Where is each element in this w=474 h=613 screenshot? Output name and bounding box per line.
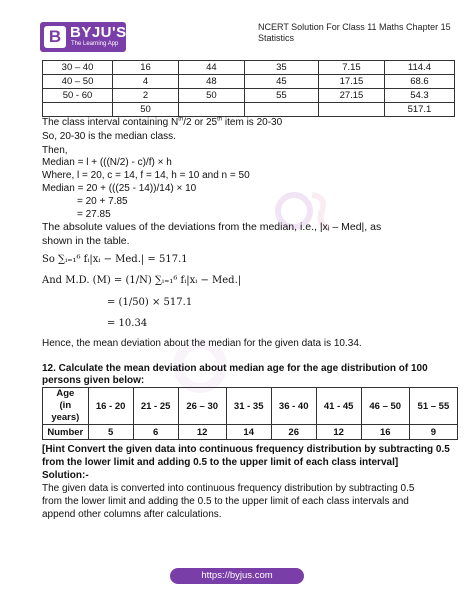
- table-cell: 27.15: [319, 89, 385, 103]
- byjus-logo: [40, 22, 126, 52]
- page-header-title: [258, 22, 458, 44]
- logo-mark: B: [44, 26, 66, 48]
- table-cell: 40 – 50: [43, 75, 113, 89]
- table-cell: 517.1: [384, 103, 454, 117]
- mean-deviation-step: = (1/50) × 517.1: [107, 297, 193, 308]
- conclusion-text: Hence, the mean deviation about the median for the given data is 10.34.: [42, 338, 362, 349]
- table-cell: 30 – 40: [43, 61, 113, 75]
- median-result: = 27.85: [77, 209, 111, 220]
- table-cell: [43, 103, 113, 117]
- abs-deviation-text: The absolute values of the deviations from the median, i.e., |xᵢ – Med|, as: [42, 221, 382, 233]
- age-header-line: Age: [56, 388, 75, 399]
- count-cell: 26: [271, 425, 316, 440]
- footer-link[interactable]: https://byjus.com: [170, 568, 304, 584]
- median-formula: Median = l + (((N/2) - c)/f) × h: [42, 157, 172, 168]
- hint-line1: [Hint Convert the given data into continuous frequency distribution by subtracting 0.5: [42, 444, 450, 455]
- median-step: = 20 + 7.85: [77, 196, 128, 207]
- table-row: [43, 103, 455, 117]
- age-range-cell: 36 - 40: [271, 388, 316, 425]
- table-cell: 50 - 60: [43, 89, 113, 103]
- count-cell: 12: [178, 425, 226, 440]
- question-12-line1: 12. Calculate the mean deviation about median age for the age distribution of 100: [42, 363, 428, 374]
- table-cell: [244, 103, 318, 117]
- count-row: [43, 425, 458, 440]
- table-cell: 7.15: [319, 61, 385, 75]
- table-cell: 44: [178, 61, 244, 75]
- age-header-cell: [43, 388, 89, 425]
- table-cell: 48: [178, 75, 244, 89]
- age-header-line: years): [51, 412, 80, 423]
- count-cell: 5: [88, 425, 133, 440]
- median-substitution: Median = 20 + (((25 - 14))/14) × 10: [42, 183, 197, 194]
- age-range-cell: 21 - 25: [133, 388, 178, 425]
- abs-deviation-text-2: shown in the table.: [42, 235, 130, 247]
- table-row: [43, 75, 455, 89]
- count-label-cell: Number: [43, 425, 89, 440]
- median-class-line: The class interval containing $N^{th}/2$ or 25th item is 20-30: [42, 116, 283, 128]
- then-label: Then,: [42, 145, 68, 156]
- table-row: [43, 89, 455, 103]
- table-cell: 2: [113, 89, 179, 103]
- table-cell: 17.15: [319, 75, 385, 89]
- age-range-cell: 51 – 55: [409, 388, 457, 425]
- table-cell: 68.6: [384, 75, 454, 89]
- solution2-line1: The given data is converted into continuous frequency distribution by subtracting 0.5: [42, 483, 415, 494]
- count-cell: 9: [409, 425, 457, 440]
- logo-tagline: The Learning App: [71, 41, 119, 47]
- question-12-line2: persons given below:: [42, 375, 145, 386]
- table-cell: 50: [113, 103, 179, 117]
- table-cell: 35: [244, 61, 318, 75]
- solution2-line2: from the lower limit and adding the 0.5 to the upper limit of each class intervals and: [42, 496, 409, 507]
- table-cell: 45: [244, 75, 318, 89]
- header-title-line2: Statistics: [258, 33, 295, 43]
- header-title-line1: NCERT Solution For Class 11 Maths Chapter 15: [258, 22, 451, 32]
- count-cell: 12: [316, 425, 361, 440]
- age-range-cell: 26 – 30: [178, 388, 226, 425]
- table-cell: 54.3: [384, 89, 454, 103]
- table-cell: 50: [178, 89, 244, 103]
- deviation-table: [42, 60, 455, 117]
- table-row: [43, 61, 455, 75]
- solution-label: Solution:-: [42, 470, 89, 481]
- age-header-row: [43, 388, 458, 425]
- solution2-line3: append other columns after calculations.: [42, 509, 222, 520]
- count-cell: 6: [133, 425, 178, 440]
- sum-formula: So ∑ᵢ₌₁⁶ fᵢ|xᵢ − Med.| = 517.1: [42, 254, 188, 265]
- mean-deviation-formula: And M.D. (M) = (1/N) ∑ᵢ₌₁⁶ fᵢ|xᵢ − Med.|: [42, 275, 242, 286]
- table-cell: 114.4: [384, 61, 454, 75]
- formula-values: Where, l = 20, c = 14, f = 14, h = 10 and n = 50: [42, 170, 250, 181]
- median-class-statement: So, 20-30 is the median class.: [42, 131, 176, 142]
- age-range-cell: 41 - 45: [316, 388, 361, 425]
- table-cell: [319, 103, 385, 117]
- age-range-cell: 46 – 50: [361, 388, 409, 425]
- table-cell: 4: [113, 75, 179, 89]
- age-distribution-table: [42, 387, 458, 440]
- age-header-line: (in: [59, 400, 72, 411]
- count-cell: 14: [226, 425, 271, 440]
- table-cell: [178, 103, 244, 117]
- mean-deviation-result: = 10.34: [107, 318, 148, 329]
- age-range-cell: 16 - 20: [88, 388, 133, 425]
- table-cell: 55: [244, 89, 318, 103]
- table-cell: 16: [113, 61, 179, 75]
- logo-title: BYJU'S: [70, 24, 127, 41]
- age-range-cell: 31 - 35: [226, 388, 271, 425]
- hint-line2: from the lower limit and adding 0.5 to the upper limit of each class interval]: [42, 457, 399, 468]
- count-cell: 16: [361, 425, 409, 440]
